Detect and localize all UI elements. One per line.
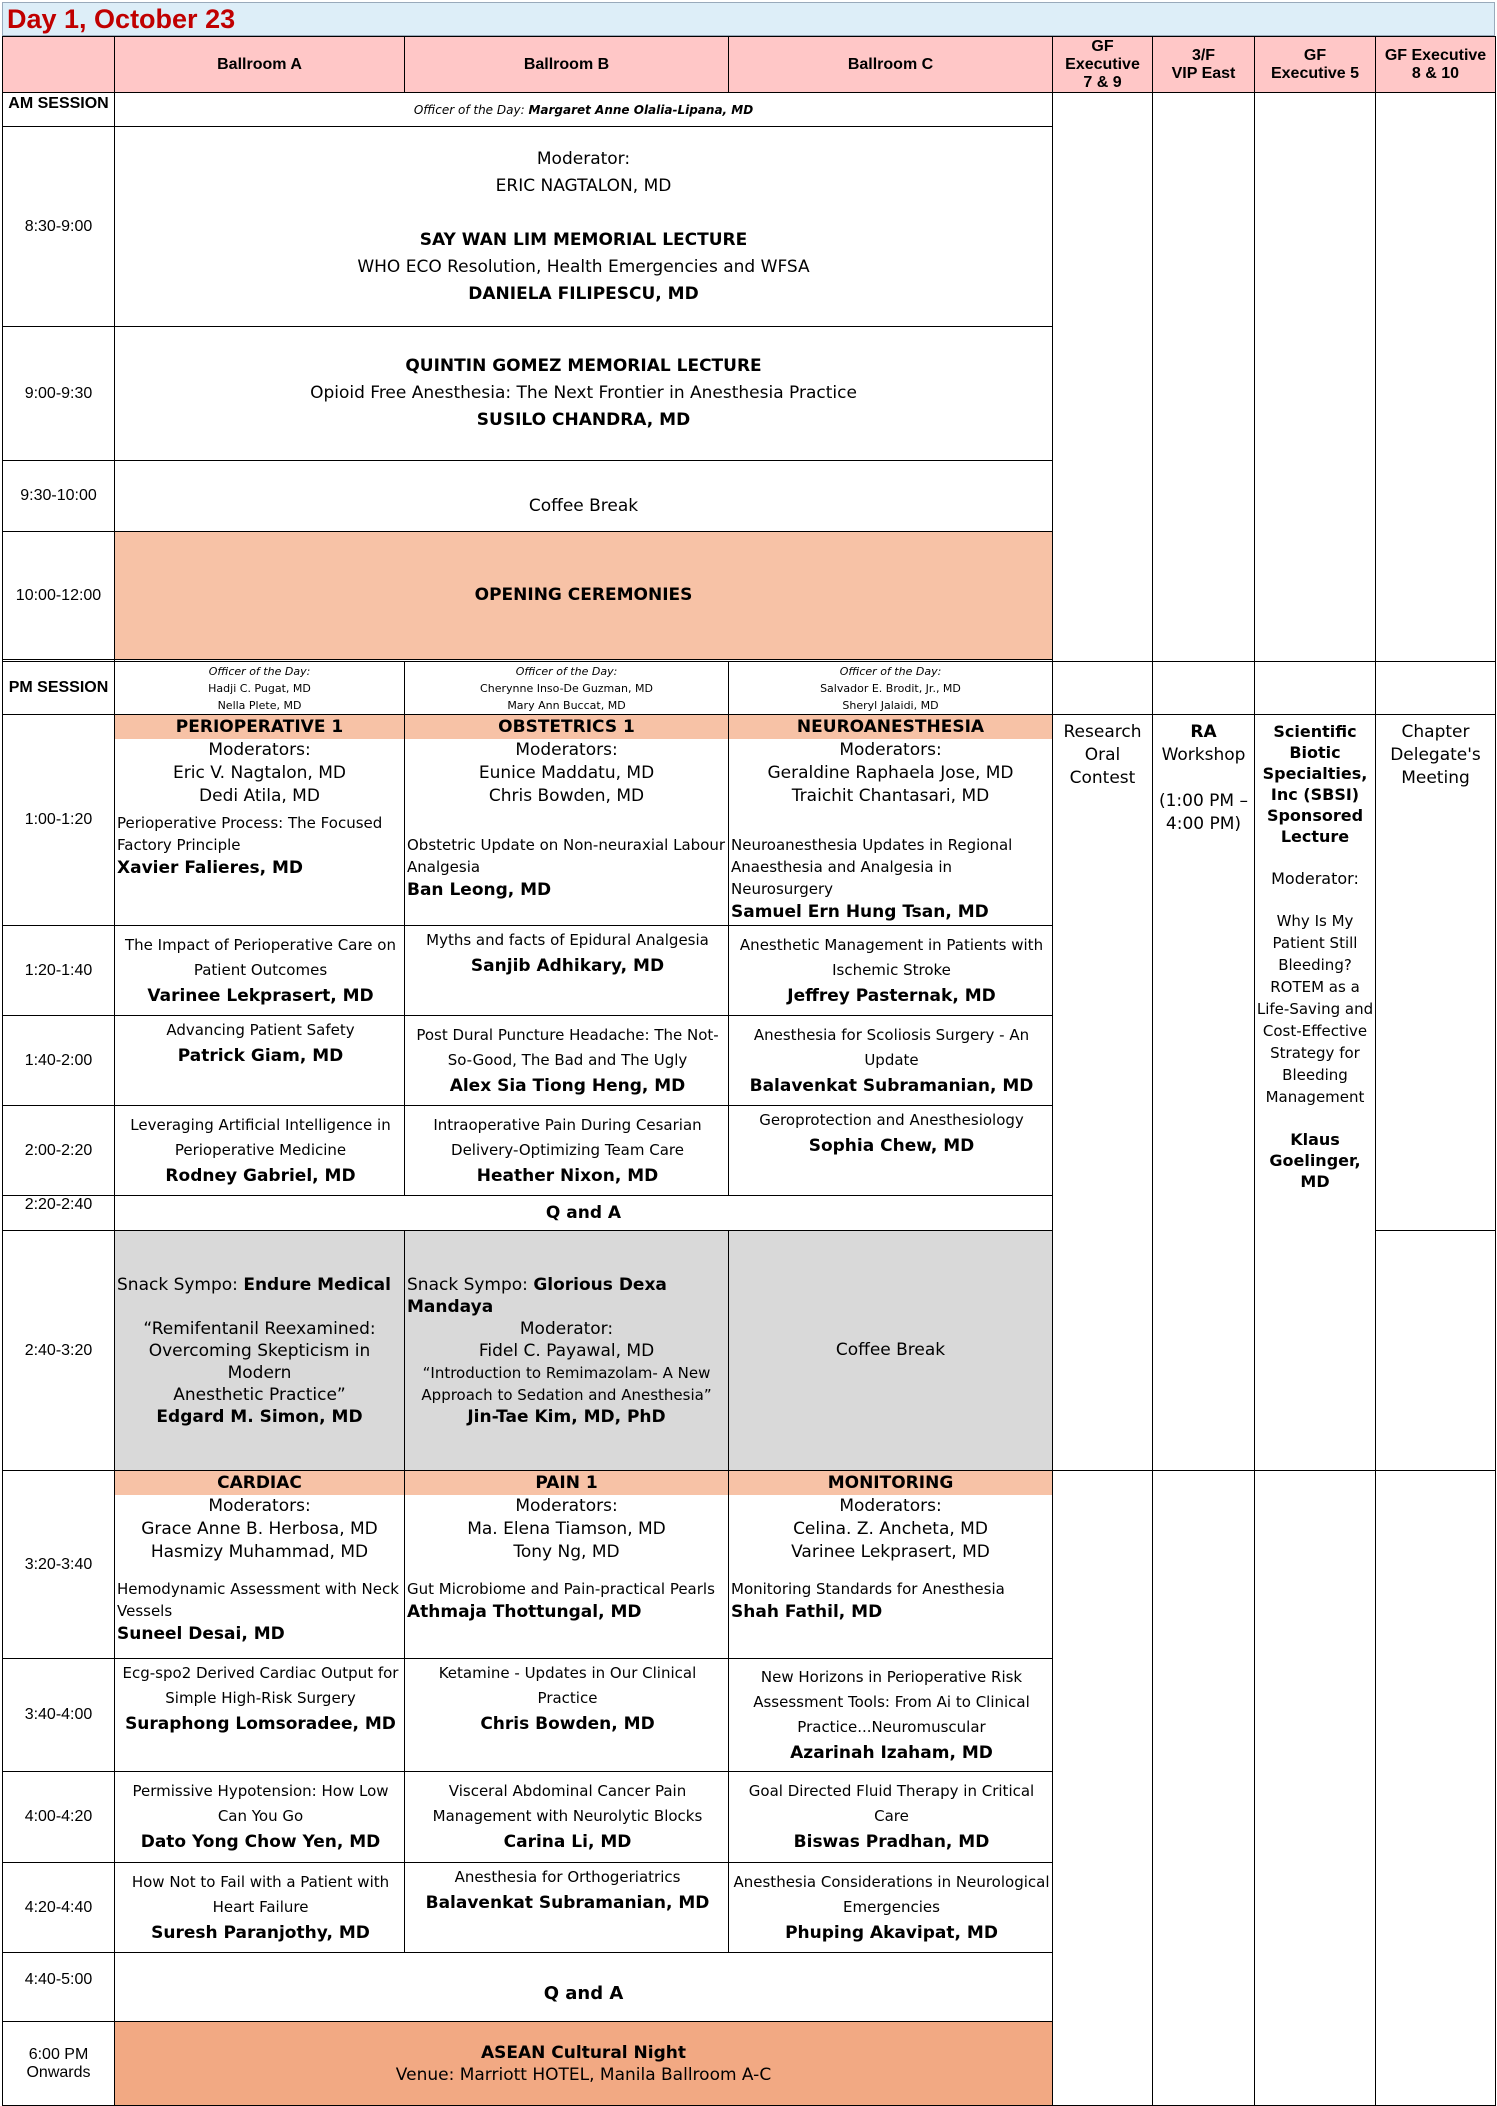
vip-am-empty [1153, 93, 1255, 662]
track-perioperative-1: PERIOPERATIVE 1 [115, 715, 404, 739]
gf79-pm-empty [1053, 662, 1153, 715]
vip-late-empty [1153, 1471, 1255, 2106]
qa-2: Q and A [115, 1953, 1053, 2022]
header-ballroom-b: Ballroom B [405, 37, 729, 93]
cardiac-first [115, 1471, 405, 1659]
moderators-monitoring: Moderators: Celina. Z. Ancheta, MD Varinee Lekprasert, MD [791, 1496, 990, 1562]
talk: Geroprotection and Anesthesiology Sophia Chew, MD [729, 1106, 1053, 1196]
talk: Anesthesia for Orthogeriatrics Balavenkat Subramanian, MD [405, 1863, 729, 1953]
schedule-table [2, 36, 1496, 2106]
talk: Post Dural Puncture Headache: The Not-So-Good, The Bad and The Ugly Alex Sia Tiong Heng, MD [405, 1016, 729, 1106]
talk: Myths and facts of Epidural Analgesia Sanjib Adhikary, MD [405, 926, 729, 1016]
gf5-pm-empty [1255, 662, 1376, 715]
talk: Gut Microbiome and Pain-practical Pearls Athmaja Thottungal, MD [407, 1580, 715, 1622]
gf79-late-empty [1053, 1471, 1153, 2106]
moderators-pain-1: Moderators: Ma. Elena Tiamson, MD Tony Ng, MD [467, 1496, 666, 1562]
talk: Permissive Hypotension: How Low Can You Go Dato Yong Chow Yen, MD [115, 1772, 405, 1863]
qa-1: Q and A [115, 1196, 1053, 1231]
time-930: 9:30-10:00 [3, 461, 115, 532]
pm-officer-c: Officer of the Day: Salvador E. Brodit, Jr., MD Sheryl Jalaidi, MD [729, 662, 1053, 715]
pm-session-row [3, 662, 1496, 715]
gf5-late-empty [1255, 1471, 1376, 2106]
talk: Visceral Abdominal Cancer Pain Management with Neurolytic Blocks Carina Li, MD [405, 1772, 729, 1863]
time-900: 9:00-9:30 [3, 327, 115, 461]
snack-sympo-glorious: Snack Sympo: Glorious Dexa Mandaya Moderator: Fidel C. Payawal, MD “Introduction to Remimazolam- A New Approach to Sedation and Anesthesia” Jin-Tae Kim, MD, PhD [405, 1231, 729, 1471]
gf79-am-empty [1053, 93, 1153, 662]
pm-officer-a: Officer of the Day: Hadji C. Pugat, MD Nella Plete, MD [115, 662, 405, 715]
time-200: 2:00-2:20 [3, 1106, 115, 1196]
perioperative-1-first [115, 715, 405, 926]
header-vip-east: 3/F VIP East [1153, 37, 1255, 93]
time-100: 1:00-1:20 [3, 715, 115, 926]
am-officer-of-day: Officer of the Day: Margaret Anne Olalia-Lipana, MD [115, 93, 1053, 127]
talk: Anesthesia Considerations in Neurological Emergencies Phuping Akavipat, MD [729, 1863, 1053, 1953]
header-row [3, 37, 1496, 93]
pm-coffee-break: Coffee Break [729, 1231, 1053, 1471]
time-320: 3:20-3:40 [3, 1471, 115, 1659]
neuroanesthesia-first [729, 715, 1053, 926]
page-title: Day 1, October 23 [7, 4, 236, 34]
talk: Ecg-spo2 Derived Cardiac Output for Simple High-Risk Surgery Suraphong Lomsoradee, MD [115, 1659, 405, 1772]
header-ballroom-c: Ballroom C [729, 37, 1053, 93]
talk: Intraoperative Pain During Cesarian Delivery-Optimizing Team Care Heather Nixon, MD [405, 1106, 729, 1196]
talk: Ketamine - Updates in Our Clinical Practice Chris Bowden, MD [405, 1659, 729, 1772]
asean-cultural-night: ASEAN Cultural Night Venue: Marriott HOTEL, Manila Ballroom A-C [115, 2022, 1053, 2106]
moderators-obstetrics-1: Moderators: Eunice Maddatu, MD Chris Bowden, MD [478, 740, 655, 806]
track-pain-1: PAIN 1 [405, 1471, 728, 1495]
time-830: 8:30-9:00 [3, 127, 115, 327]
obstetrics-1-first [405, 715, 729, 926]
track-neuroanesthesia: NEUROANESTHESIA [729, 715, 1052, 739]
pm-officer-b: Officer of the Day: Cherynne Inso-De Guzman, MD Mary Ann Buccat, MD [405, 662, 729, 715]
pm-session-label: PM SESSION [3, 662, 115, 715]
talk: Hemodynamic Assessment with Neck Vessels Suneel Desai, MD [117, 1580, 399, 1644]
moderators-cardiac: Moderators: Grace Anne B. Herbosa, MD Hasmizy Muhammad, MD [141, 1496, 378, 1562]
time-600: 6:00 PM Onwards [3, 2022, 115, 2106]
time-440: 4:40-5:00 [3, 1953, 115, 2022]
title-bar [2, 2, 1495, 36]
talk: How Not to Fail with a Patient with Heart Failure Suresh Paranjothy, MD [115, 1863, 405, 1953]
chapter-delegates-meeting: Chapter Delegate's Meeting [1376, 715, 1496, 1231]
header-ballroom-a: Ballroom A [115, 37, 405, 93]
time-1000: 10:00-12:00 [3, 532, 115, 660]
header-blank [3, 37, 115, 93]
track-cardiac: CARDIAC [115, 1471, 404, 1495]
track-obstetrics-1: OBSTETRICS 1 [405, 715, 728, 739]
moderators-perioperative-1: Moderators: Eric V. Nagtalon, MD Dedi Atila, MD [173, 740, 346, 806]
talk: Anesthetic Management in Patients with Ischemic Stroke Jeffrey Pasternak, MD [729, 926, 1053, 1016]
header-gf-exec-5: GF Executive 5 [1255, 37, 1376, 93]
slot-100 [3, 715, 1496, 926]
talk: Goal Directed Fluid Therapy in Critical Care Biswas Pradhan, MD [729, 1772, 1053, 1863]
quintin-gomez-lecture: QUINTIN GOMEZ MEMORIAL LECTURE Opioid Free Anesthesia: The Next Frontier in Anesthesia Practice SUSILO CHANDRA, MD [115, 327, 1053, 461]
talk: Neuroanesthesia Updates in Regional Anaesthesia and Analgesia in Neurosurgery Samuel Ern Hung Tsan, MD [731, 836, 1013, 922]
pain-1-first [405, 1471, 729, 1659]
monitoring-first [729, 1471, 1053, 1659]
am-session-label: AM SESSION [3, 93, 115, 127]
say-wan-lim-lecture: Moderator: ERIC NAGTALON, MD SAY WAN LIM MEMORIAL LECTURE WHO ECO Resolution, Health Emergencies and WFSA DANIELA FILIPESCU, MD [115, 127, 1053, 327]
am-coffee-break: Coffee Break [115, 461, 1053, 532]
gf810-pm-empty [1376, 662, 1496, 715]
moderators-neuroanesthesia: Moderators: Geraldine Raphaela Jose, MD Traichit Chantasari, MD [767, 740, 1014, 806]
gf810-snack-empty [1376, 1231, 1496, 1471]
talk: Leveraging Artificial Intelligence in Perioperative Medicine Rodney Gabriel, MD [115, 1106, 405, 1196]
talk: Perioperative Process: The Focused Factory Principle Xavier Falieres, MD [117, 814, 383, 878]
opening-ceremonies: OPENING CEREMONIES [115, 532, 1053, 660]
header-gf-exec-8-10: GF Executive 8 & 10 [1376, 37, 1496, 93]
talk: Obstetric Update on Non-neuraxial Labour Analgesia Ban Leong, MD [407, 836, 726, 900]
time-120: 1:20-1:40 [3, 926, 115, 1016]
talk: The Impact of Perioperative Care on Patient Outcomes Varinee Lekprasert, MD [115, 926, 405, 1016]
time-400: 4:00-4:20 [3, 1772, 115, 1863]
talk: Anesthesia for Scoliosis Surgery - An Update Balavenkat Subramanian, MD [729, 1016, 1053, 1106]
slot-320 [3, 1471, 1496, 1659]
talk: New Horizons in Perioperative Risk Assessment Tools: From Ai to Clinical Practice...Neuromuscular Azarinah Izaham, MD [729, 1659, 1053, 1772]
time-140: 1:40-2:00 [3, 1016, 115, 1106]
track-monitoring: MONITORING [729, 1471, 1052, 1495]
ra-workshop: RA Workshop (1:00 PM – 4:00 PM) [1153, 715, 1255, 1471]
time-220: 2:20-2:40 [3, 1196, 115, 1231]
talk: Advancing Patient Safety Patrick Giam, MD [115, 1016, 405, 1106]
time-420: 4:20-4:40 [3, 1863, 115, 1953]
snack-sympo-endure: Snack Sympo: Endure Medical “Remifentanil Reexamined: Overcoming Skepticism in Modern Anesthetic Practice” Edgard M. Simon, MD [115, 1231, 405, 1471]
gf810-late-empty [1376, 1471, 1496, 2106]
header-gf-exec-7-9: GF Executive 7 & 9 [1053, 37, 1153, 93]
gf5-am-empty [1255, 93, 1376, 662]
research-oral-contest: Research Oral Contest [1053, 715, 1153, 1471]
am-session-row [3, 93, 1496, 127]
gf810-am-empty [1376, 93, 1496, 662]
time-340: 3:40-4:00 [3, 1659, 115, 1772]
vip-pm-empty [1153, 662, 1255, 715]
talk: Monitoring Standards for Anesthesia Shah Fathil, MD [731, 1580, 1005, 1622]
time-240: 2:40-3:20 [3, 1231, 115, 1471]
sbsi-sponsored-lecture: Scientific Biotic Specialties, Inc (SBSI) Sponsored Lecture Moderator: Why Is My Patient Still Bleeding? ROTEM as a Life-Saving and Cost-Effective Strategy for Bleeding Management Klaus Goelinger, MD [1255, 715, 1376, 1471]
